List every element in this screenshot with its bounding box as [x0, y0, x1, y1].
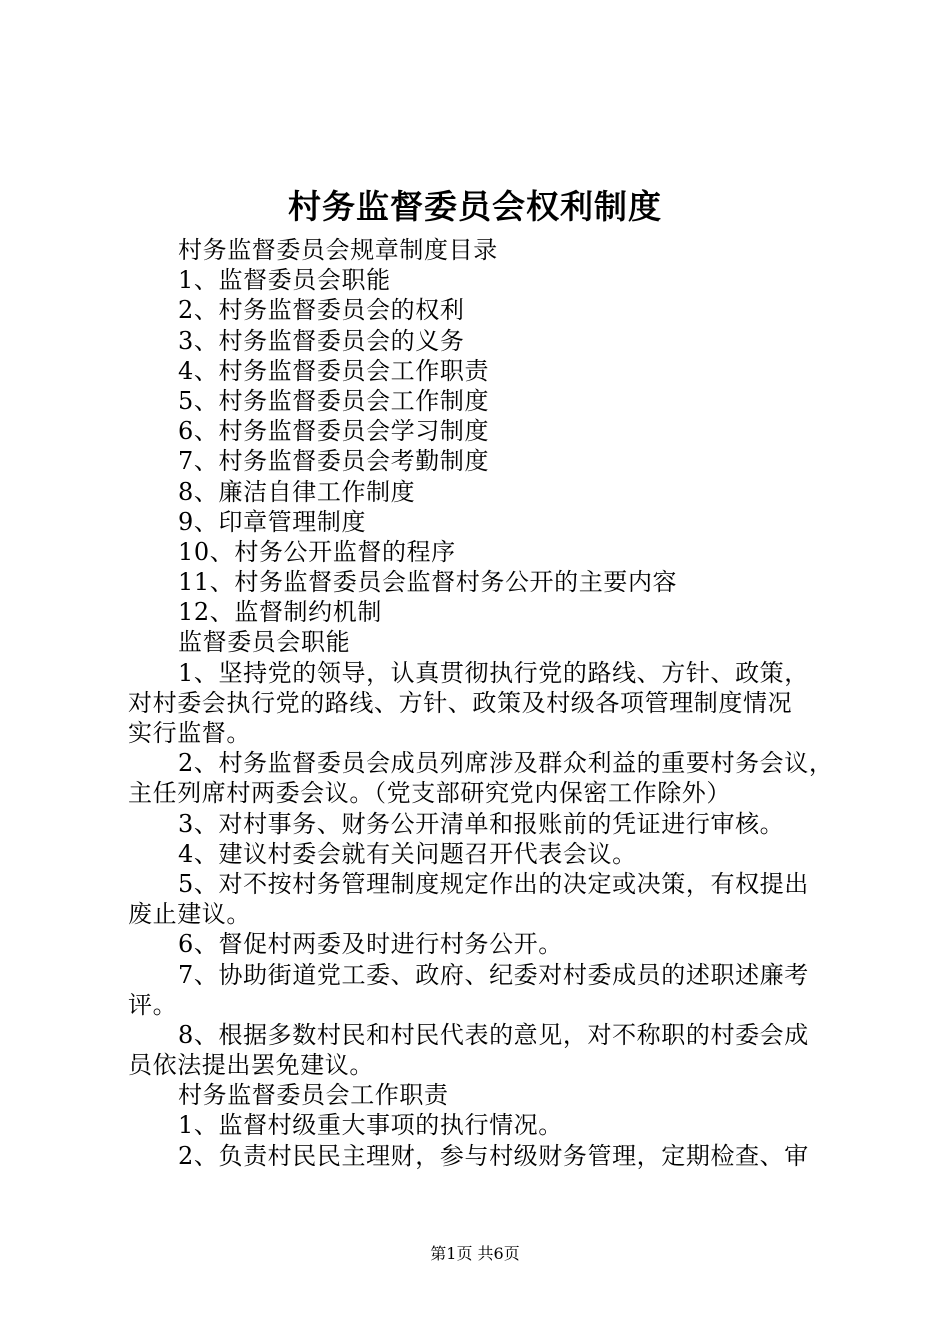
text-line: 1、监督委员会职能: [178, 266, 391, 295]
text-line: 5、对不按村务管理制度规定作出的决定或决策，有权提出: [178, 869, 809, 898]
text-line: 11、村务监督委员会监督村务公开的主要内容: [178, 568, 678, 597]
text-line: 6、督促村两委及时进行村务公开。: [178, 930, 563, 959]
text-line: 村务监督委员会规章制度目录: [178, 236, 498, 264]
text-line: 2、负责村民民主理财，参与村级财务管理，定期检查、审: [178, 1141, 809, 1170]
text-line: 废止建议。: [128, 900, 251, 929]
text-line: 评。: [128, 990, 178, 1019]
text-line: 1、监督村级重大事项的执行情况。: [178, 1111, 563, 1140]
text-line: 员依法提出罢免建议。: [128, 1051, 374, 1080]
text-line: 4、建议村委会就有关问题召开代表会议。: [178, 839, 637, 868]
text-line: 3、村务监督委员会的义务: [178, 326, 465, 355]
document-body: [128, 235, 834, 1171]
text-line: 6、村务监督委员会学习制度: [178, 417, 490, 446]
text-line: 实行监督。: [128, 719, 251, 747]
text-line: 12、监督制约机制: [178, 598, 382, 627]
text-line: 对村委会执行党的路线、方针、政策及村级各项管理制度情况: [128, 688, 793, 717]
text-line: 村务监督委员会工作职责: [178, 1081, 449, 1110]
text-line: 7、协助街道党工委、政府、纪委对村委成员的述职述廉考: [178, 960, 809, 989]
page-footer: 第1页 共6页: [430, 1244, 520, 1263]
text-line: 10、村务公开监督的程序: [178, 537, 456, 566]
text-line: 9、印章管理制度: [178, 507, 367, 536]
text-line: 主任列席村两委会议。（党支部研究党内保密工作除外）: [128, 779, 731, 808]
text-line: 2、村务监督委员会的权利: [178, 296, 465, 325]
text-line: 3、对村事务、财务公开清单和报账前的凭证进行审核。: [178, 809, 785, 838]
text-line: 监督委员会职能: [178, 628, 351, 657]
text-line: 5、村务监督委员会工作制度: [178, 386, 490, 415]
text-line: 7、村务监督委员会考勤制度: [178, 447, 490, 476]
text-line: 8、根据多数村民和村民代表的意见，对不称职的村委会成: [178, 1020, 809, 1049]
text-line: 1、坚持党的领导，认真贯彻执行党的路线、方针、政策，: [178, 658, 809, 687]
text-line: 2、村务监督委员会成员列席涉及群众利益的重要村务会议，: [178, 749, 834, 778]
text-line: 8、廉洁自律工作制度: [178, 477, 416, 506]
page-title: 村务监督委员会权利制度: [288, 187, 662, 226]
text-line: 4、村务监督委员会工作职责: [178, 356, 490, 385]
